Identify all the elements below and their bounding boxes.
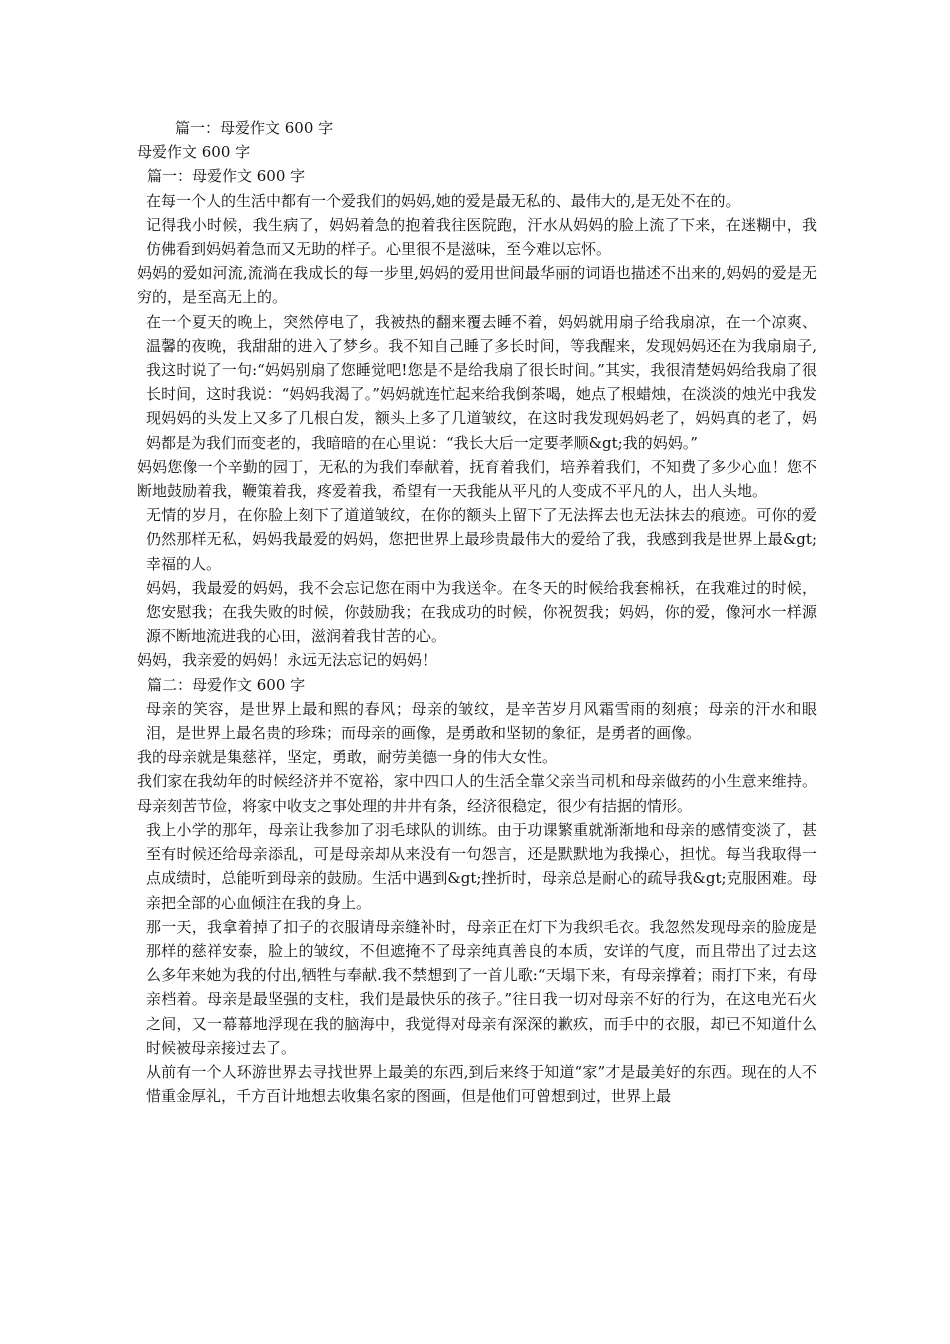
- heading-main: 母爱作文 600 字: [137, 143, 251, 162]
- paragraph: 在一个夏天的晚上，突然停电了，我被热的翻来覆去睡不着，妈妈就用扇子给我扇凉，在一个凉爽、温馨的夜晚，我甜甜的进入了梦乡。我不知自己睡了多长时间，等我醒来，发现妈妈还在为我扇扇子,我这时说了一句:“妈妈别扇了您睡觉吧!您是不是给我扇了很长时间。”其实，我很清楚妈妈给我扇了很长时间，这时我说：“妈妈我渴了。”妈妈就连忙起来给我倒茶喝，她点了根蜡烛，在淡淡的烛光中我发现妈妈的头发上又多了几根白发，额头上多了几道皱纹，在这时我发现妈妈老了，妈妈真的老了，妈妈都是为我们而变老的，我暗暗的在心里说：“我长大后一定要孝顺&gt;我的妈妈。”: [146, 312, 817, 452]
- paragraph: 那一天，我拿着掉了扣子的衣服请母亲缝补时，母亲正在灯下为我织毛衣。我忽然发现母亲的脸庞是那样的慈祥安泰，脸上的皱纹，不但遮掩不了母亲纯真善良的本质，安详的气度，而且带出了过去这么多年来她为我的付出,牺牲与奉献.我不禁想到了一首儿歌:“天塌下来，有母亲撑着；雨打下来，有母亲档着。母亲是最坚强的支柱，我们是最快乐的孩子。”往日我一切对母亲不好的行为，在这电光石火之间，又一幕幕地浮现在我的脑海中，我觉得对母亲有深深的歉疚，而手中的衣服，却已不知道什么时候被母亲接过去了。: [146, 917, 817, 1057]
- heading-section-2: 篇二：母爱作文 600 字: [147, 675, 306, 694]
- paragraph: 妈妈，我最爱的妈妈，我不会忘记您在雨中为我送伞。在冬天的时候给我套棉袄，在我难过的时候，您安慰我；在我失败的时候，你鼓励我；在我成功的时候，你祝贺我；妈妈，你的爱，像河水一样源源不断地流进我的心田，滋润着我甘苦的心。: [146, 578, 817, 646]
- paragraph: 母亲的笑容，是世界上最和熙的春风；母亲的皱纹，是辛苦岁月风霜雪雨的刻痕；母亲的汗水和眼泪，是世界上最名贵的珍珠；而母亲的画像，是勇敢和坚韧的象征，是勇者的画像。: [146, 699, 817, 743]
- paragraph: 从前有一个人环游世界去寻找世界上最美的东西,到后来终于知道“家”才是最美好的东西。现在的人不惜重金厚礼，千方百计地想去收集名家的图画，但是他们可曾想到过，世界上最: [146, 1062, 817, 1106]
- paragraph: 我们家在我幼年的时候经济并不宽裕，家中四口人的生活全靠父亲当司机和母亲做药的小生意来维持。母亲刻苦节俭，将家中收支之事处理的井井有条，经济很稳定，很少有拮据的情形。: [137, 772, 817, 815]
- paragraph: 在每一个人的生活中都有一个爱我们的妈妈,她的爱是最无私的、最伟大的,是无处不在的。: [146, 191, 741, 210]
- paragraph: 记得我小时候，我生病了，妈妈着急的抱着我往医院跑，汗水从妈妈的脸上流了下来，在迷糊中，我仿佛看到妈妈着急而又无助的样子。心里很不是滋味，至今难以忘怀。: [146, 215, 817, 259]
- paragraph: 我上小学的那年，母亲让我参加了羽毛球队的训练。由于功课繁重就渐渐地和母亲的感情变淡了，甚至有时候还给母亲添乱，可是母亲却从来没有一句怨言，还是默默地为我操心，担忧。每当我取得一点成绩时，总能听到母亲的鼓励。生活中遇到&gt;挫折时，母亲总是耐心的疏导我&gt;克服困难。母亲把全部的心血倾注在我的身上。: [146, 820, 817, 912]
- heading-top: 篇一：母爱作文 600 字: [175, 119, 334, 137]
- paragraph: 我的母亲就是集慈祥，坚定，勇敢，耐劳美德一身的伟大女性。: [137, 748, 558, 767]
- paragraph: 妈妈的爱如河流,流淌在我成长的每一步里,妈妈的爱用世间最华丽的词语也描述不出来的,妈妈的爱是无穷的，是至高无上的。: [137, 264, 817, 307]
- document-page: [137, 116, 817, 1108]
- heading-section-1: 篇一：母爱作文 600 字: [147, 167, 306, 186]
- paragraph: 妈妈您像一个辛勤的园丁，无私的为我们奉献着，抚育着我们，培养着我们，不知费了多少心血！您不断地鼓励着我，鞭策着我，疼爱着我，希望有一天我能从平凡的人变成不平凡的人，出人头地。: [137, 457, 817, 501]
- paragraph: 无情的岁月，在你脸上刻下了道道皱纹，在你的额头上留下了无法挥去也无法抹去的痕迹。可你的爱仍然那样无私，妈妈我最爱的妈妈，您把世界上最珍贵最伟大的爱给了我，我感到我是世界上最&gt;幸福的人。: [146, 506, 817, 573]
- paragraph: 妈妈，我亲爱的妈妈！永远无法忘记的妈妈！: [137, 651, 438, 670]
